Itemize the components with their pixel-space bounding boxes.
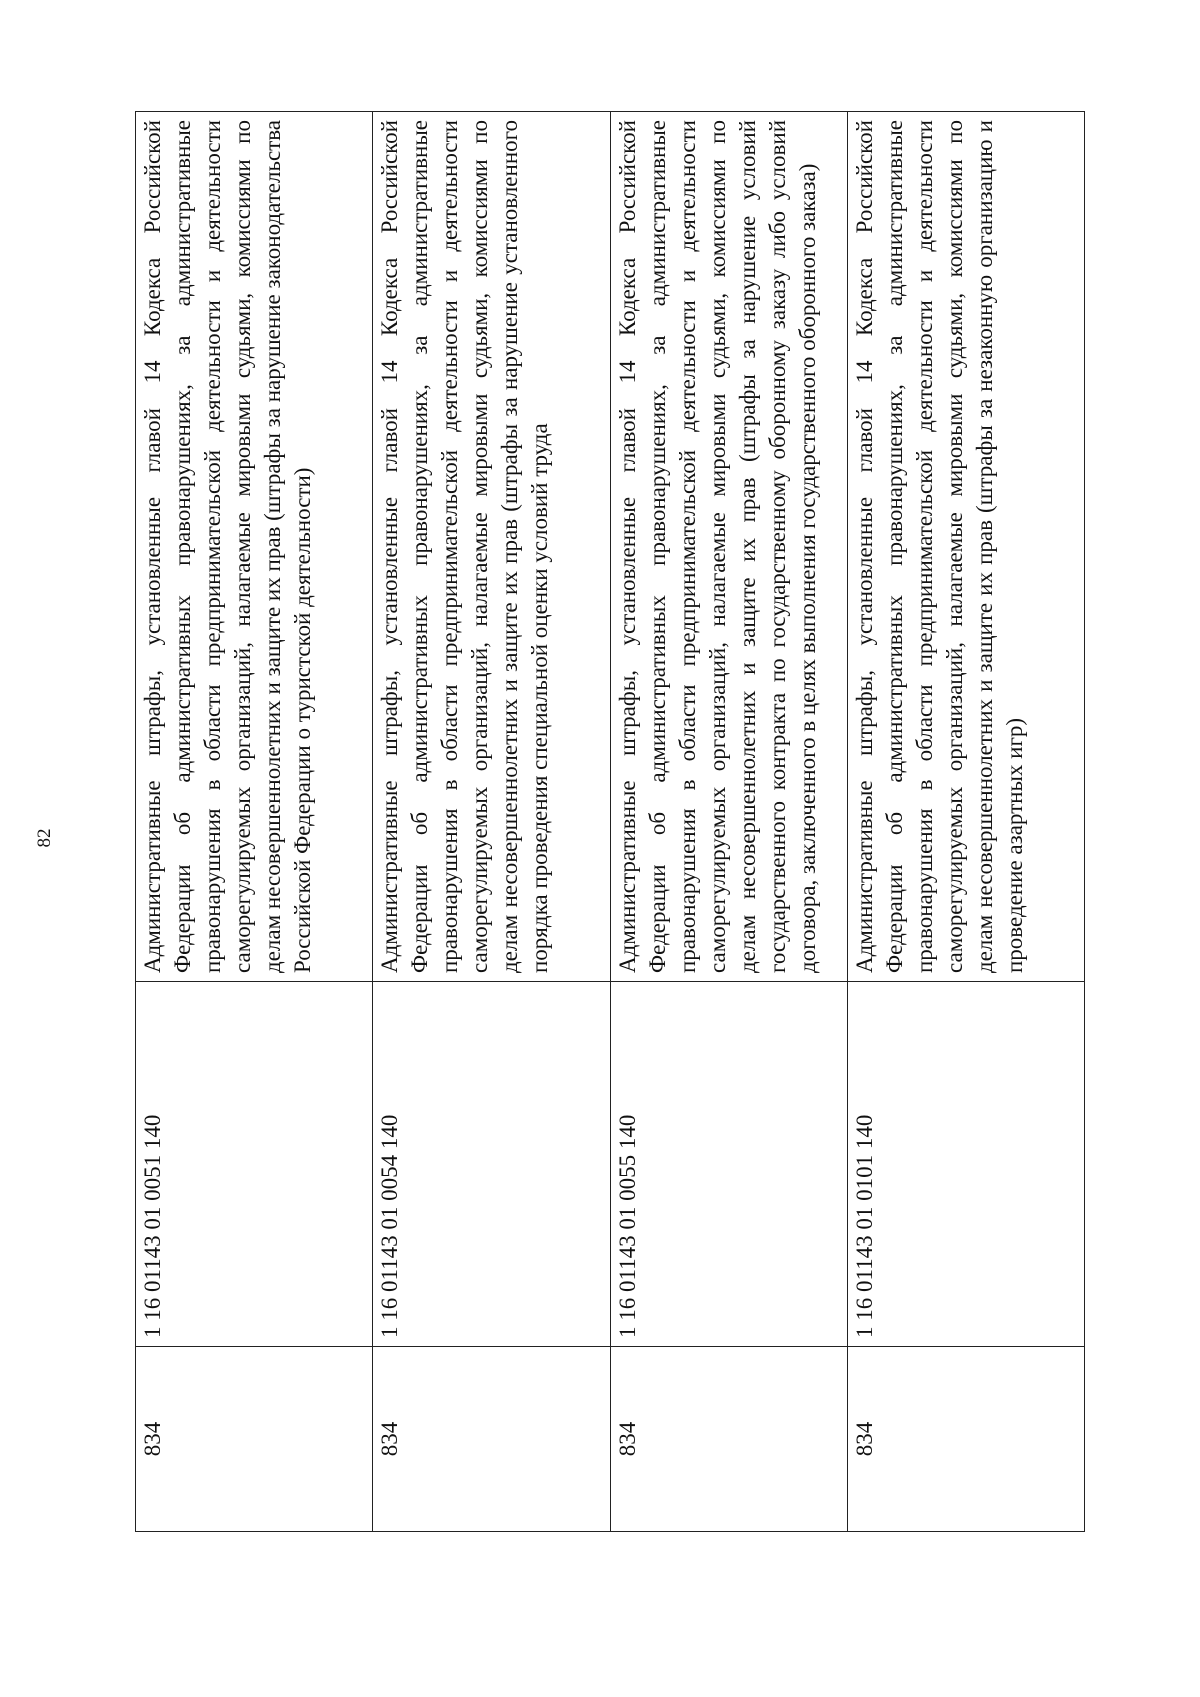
table-container <box>135 112 1085 1532</box>
administrator-code-cell: 834 <box>847 1347 1084 1532</box>
revenue-name-cell: Административные штрафы, установленные главой 14 Кодекса Российской Федерации об административных правонарушениях, за административные правонарушения в области предпринимательской деятельности и деятельности саморегулируемых организаций, налагаемые мировыми судьями, комиссиями по делам несовершеннолетних и защите их прав (штрафы за нарушение условий государственного контракта по государственному оборонному заказу либо условий договора, заключенного в целях выполнения государственного оборонного заказа) <box>610 112 847 982</box>
revenue-name-cell: Административные штрафы, установленные главой 14 Кодекса Российской Федерации об административных правонарушениях, за административные правонарушения в области предпринимательской деятельности и деятельности саморегулируемых организаций, налагаемые мировыми судьями, комиссиями по делам несовершеннолетних и защите их прав (штрафы за незаконную организацию и проведение азартных игр) <box>847 112 1084 982</box>
table-row <box>847 112 1084 1532</box>
revenue-codes-table <box>135 111 1085 1532</box>
kbk-code-cell: 1 16 01143 01 0101 140 <box>847 982 1084 1347</box>
administrator-code-cell: 834 <box>610 1347 847 1532</box>
table-row <box>136 112 373 1532</box>
administrator-code-cell: 834 <box>136 1347 373 1532</box>
kbk-code-cell: 1 16 01143 01 0051 140 <box>136 982 373 1347</box>
revenue-name-cell: Административные штрафы, установленные главой 14 Кодекса Российской Федерации об административных правонарушениях, за административные правонарушения в области предпринимательской деятельности и деятельности саморегулируемых организаций, налагаемые мировыми судьями, комиссиями по делам несовершеннолетних и защите их прав (штрафы за нарушение законодательства Российской Федерации о туристской деятельности) <box>136 112 373 982</box>
page-number: 82 <box>34 828 55 848</box>
revenue-name-cell: Административные штрафы, установленные главой 14 Кодекса Российской Федерации об административных правонарушениях, за административные правонарушения в области предпринимательской деятельности и деятельности саморегулируемых организаций, налагаемые мировыми судьями, комиссиями по делам несовершеннолетних и защите их прав (штрафы за нарушение установленного порядка проведения специальной оценки условий труда <box>373 112 610 982</box>
table-row <box>610 112 847 1532</box>
administrator-code-cell: 834 <box>373 1347 610 1532</box>
kbk-code-cell: 1 16 01143 01 0055 140 <box>610 982 847 1347</box>
kbk-code-cell: 1 16 01143 01 0054 140 <box>373 982 610 1347</box>
table-row <box>373 112 610 1532</box>
